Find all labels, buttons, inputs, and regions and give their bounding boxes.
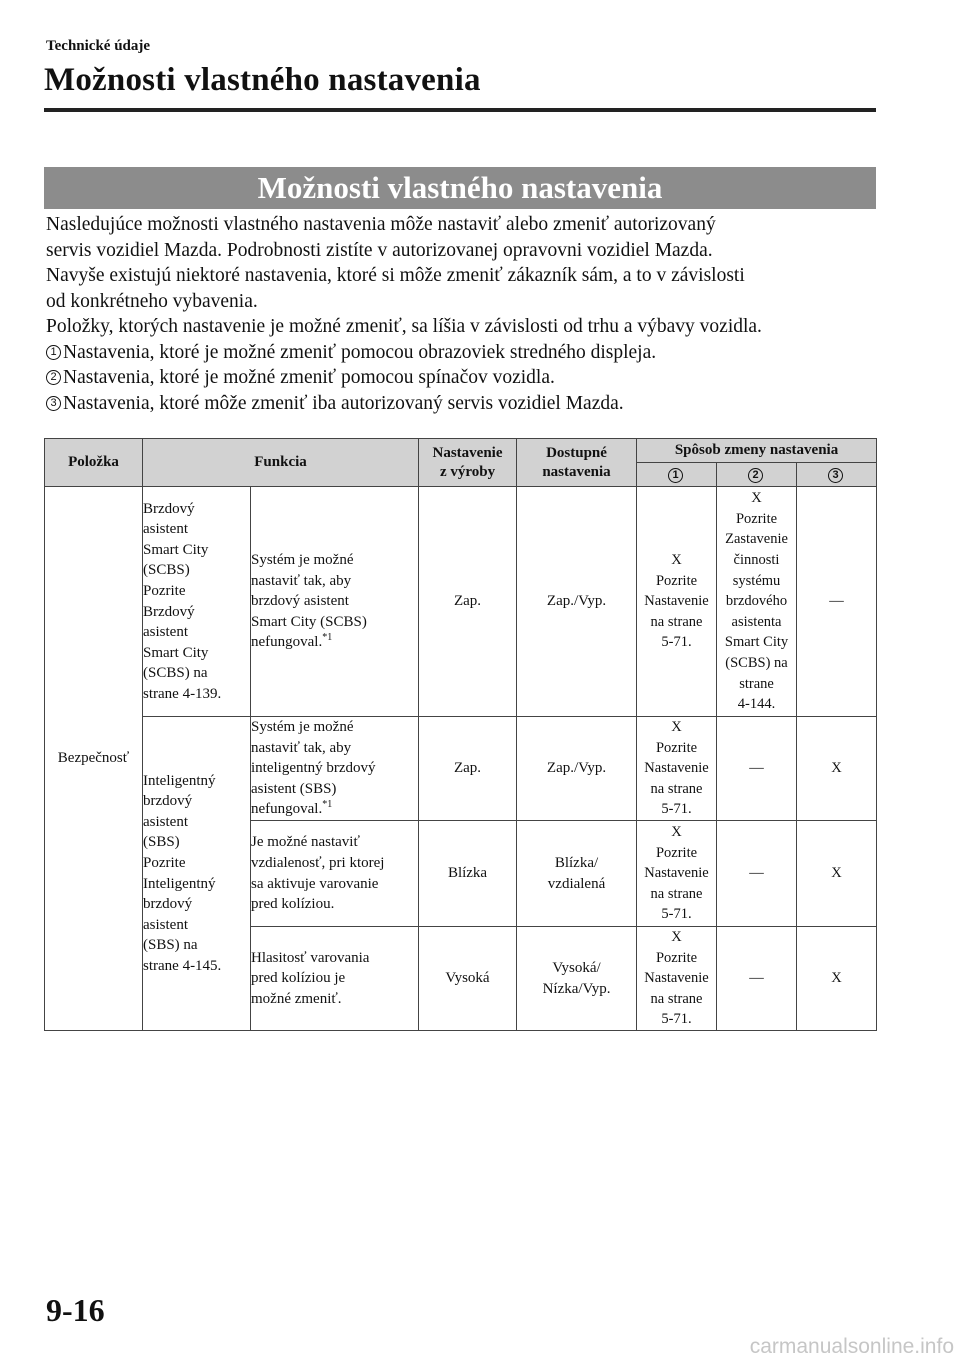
intro-line: servis vozidiel Mazda. Podrobnosti zistíte v autorizovanej opravovni vozidiel Mazda.: [46, 239, 713, 261]
page-number: 9-16: [46, 1292, 105, 1328]
cell-text: Pozrite: [655, 844, 698, 861]
cell-text: možné zmeniť.: [251, 990, 342, 1007]
cell-text: nefungoval.: [251, 801, 323, 818]
factory-setting-cell: Zap.: [419, 717, 517, 821]
header-method-3: [797, 463, 877, 487]
header-method: Spôsob zmeny nastavenia: [637, 439, 877, 463]
method-text: Nastavenia, ktoré je možné zmeniť pomocou obrazoviek stredného displeja.: [63, 341, 657, 363]
cell-text: vzdialená: [547, 875, 606, 892]
cell-text: Pozrite: [143, 854, 186, 871]
watermark: carmanualsonline.info: [749, 1335, 954, 1358]
header-function: Funkcia: [143, 439, 419, 487]
cell-text: pred kolíziou.: [251, 896, 335, 913]
header-method-1: [637, 463, 717, 487]
cell-text: na strane: [650, 885, 703, 902]
cell-text: asistent (SBS): [251, 780, 337, 797]
cell-text: (SBS) na: [143, 937, 198, 954]
method-line-1: [46, 340, 886, 366]
cell-text: 5-71.: [661, 634, 692, 651]
cell-text: Systém je možné: [251, 719, 354, 736]
feature-cell: [143, 717, 251, 1031]
method-1-cell: [637, 821, 717, 927]
method-1-cell: [637, 487, 717, 717]
cell-text: brzdový asistent: [251, 593, 349, 610]
cell-text: (SCBS): [143, 562, 190, 579]
method-2-cell: [717, 717, 797, 821]
section-banner: Možnosti vlastného nastavenia: [44, 167, 876, 209]
cell-text: Inteligentný: [143, 875, 216, 892]
table-row: [45, 487, 877, 717]
cell-text: nastaviť tak, aby: [251, 572, 352, 589]
cell-text: 4-144.: [737, 696, 776, 713]
cell-text: Brzdový: [143, 500, 195, 517]
available-settings-cell: [517, 717, 637, 821]
cell-text: Systém je možné: [251, 552, 354, 569]
cell-text: X: [831, 970, 842, 987]
intro-line: od konkrétneho vybavenia.: [46, 290, 258, 312]
header-item: Položka: [45, 439, 143, 487]
cell-text: X: [671, 719, 682, 736]
intro-line: Navyše existujú niektoré nastavenia, ktoré si môže zmeniť zákazník sám, a to v závislosti: [46, 265, 745, 286]
function-cell: [251, 927, 419, 1031]
cell-text: X: [671, 929, 682, 946]
cell-text: činnosti: [733, 552, 780, 569]
method-text: Nastavenia, ktoré je možné zmeniť pomocou spínačov vozidla.: [63, 367, 555, 388]
intro-line: Nasledujúce možnosti vlastného nastavenia môže nastaviť alebo zmeniť autorizovaný: [46, 214, 716, 235]
available-settings-cell: [517, 487, 637, 717]
header-method-2: [717, 463, 797, 487]
cell-text: Brzdový: [143, 603, 195, 620]
cell-text: asistent: [143, 624, 188, 641]
cell-text: Pozrite: [143, 582, 186, 599]
footnote-marker: *1: [322, 799, 333, 811]
cell-text: Hlasitosť varovania: [251, 949, 370, 966]
cell-text: Pozrite: [735, 510, 778, 527]
footnote-marker: *1: [322, 632, 333, 644]
method-1-cell: [637, 927, 717, 1031]
cell-text: —: [749, 970, 764, 987]
available-settings-cell: [517, 821, 637, 927]
function-cell: [251, 487, 419, 717]
method-2-cell: [717, 927, 797, 1031]
available-settings-cell: [517, 927, 637, 1031]
cell-text: brzdový: [143, 793, 193, 810]
circled-number-icon: 1: [668, 468, 683, 483]
header-text: nastavenia: [542, 463, 611, 480]
cell-text: X: [831, 865, 842, 882]
cell-text: Zastavenie: [725, 531, 788, 548]
intro-line: Položky, ktorých nastavenie je možné zmeniť, sa líšia v závislosti od trhu a výbavy vozidla.: [46, 316, 762, 337]
method-2-cell: [717, 487, 797, 717]
cell-text: nefungoval.: [251, 634, 323, 651]
cell-text: strane 4-145.: [143, 957, 222, 974]
heading-divider: [44, 108, 876, 112]
cell-text: Vysoká/: [552, 959, 601, 976]
method-text: Nastavenia, ktoré môže zmeniť iba autorizovaný servis vozidiel Mazda.: [63, 392, 624, 414]
cell-text: asistent: [143, 521, 188, 538]
cell-text: Inteligentný: [143, 772, 216, 789]
cell-text: Smart City: [143, 541, 209, 558]
cell-text: —: [749, 760, 764, 777]
cell-text: Nastavenie: [644, 760, 709, 777]
cell-text: Pozrite: [655, 572, 698, 589]
header-text: Dostupné: [546, 444, 607, 461]
cell-text: na strane: [650, 613, 703, 630]
circled-number-icon: 2: [46, 370, 61, 385]
cell-text: brzdový: [143, 896, 193, 913]
cell-text: asistent: [143, 916, 188, 933]
circled-number-icon: 2: [748, 468, 763, 483]
cell-text: Zap./Vyp.: [546, 593, 607, 610]
circled-number-icon: 1: [46, 345, 61, 360]
method-line-3: [46, 391, 886, 417]
method-line-2: [46, 365, 886, 391]
function-cell: [251, 717, 419, 821]
header-text: Nastavenie: [432, 444, 503, 461]
cell-text: Nastavenie: [644, 865, 709, 882]
cell-text: nastaviť tak, aby: [251, 739, 352, 756]
category-cell: Bezpečnosť: [45, 487, 143, 1031]
cell-text: strane 4-139.: [143, 685, 222, 702]
header-factory: [419, 439, 517, 487]
cell-text: Nastavenie: [644, 970, 709, 987]
cell-text: 5-71.: [661, 906, 692, 923]
cell-text: —: [829, 593, 844, 610]
cell-text: X: [671, 824, 682, 841]
cell-text: Smart City: [724, 634, 789, 651]
method-3-cell: [797, 487, 877, 717]
options-table: [44, 438, 877, 1031]
cell-text: 5-71.: [661, 801, 692, 818]
intro-text: [46, 212, 886, 416]
header-available: [517, 439, 637, 487]
cell-text: vzdialenosť, pri ktorej: [251, 854, 385, 871]
table-row: [45, 717, 877, 821]
cell-text: na strane: [650, 780, 703, 797]
cell-text: Je možné nastaviť: [251, 834, 360, 851]
cell-text: inteligentný brzdový: [251, 760, 376, 777]
cell-text: X: [751, 490, 762, 507]
cell-text: strane: [739, 675, 774, 692]
cell-text: Zap./Vyp.: [546, 760, 607, 777]
method-3-cell: [797, 821, 877, 927]
cell-text: Pozrite: [655, 949, 698, 966]
method-3-cell: [797, 717, 877, 821]
cell-text: brzdového: [725, 593, 788, 610]
cell-text: (SCBS) na: [143, 665, 208, 682]
cell-text: X: [671, 552, 682, 569]
page-title: Možnosti vlastného nastavenia: [44, 62, 481, 98]
circled-number-icon: 3: [46, 396, 61, 411]
method-3-cell: [797, 927, 877, 1031]
circled-number-icon: 3: [828, 468, 843, 483]
cell-text: na strane: [650, 990, 703, 1007]
factory-setting-cell: Zap.: [419, 487, 517, 717]
cell-text: X: [831, 760, 842, 777]
method-1-cell: [637, 717, 717, 821]
cell-text: —: [749, 865, 764, 882]
cell-text: Nastavenie: [644, 593, 709, 610]
cell-text: sa aktivuje varovanie: [251, 875, 379, 892]
method-2-cell: [717, 821, 797, 927]
factory-setting-cell: Blízka: [419, 821, 517, 927]
feature-cell: [143, 487, 251, 717]
cell-text: 5-71.: [661, 1011, 692, 1028]
cell-text: (SCBS) na: [725, 654, 788, 671]
cell-text: pred kolíziou je: [251, 970, 346, 987]
cell-text: Smart City (SCBS): [251, 613, 367, 630]
function-cell: [251, 821, 419, 927]
header-text: z výroby: [439, 463, 496, 480]
cell-text: Nízka/Vyp.: [542, 980, 611, 997]
cell-text: systému: [732, 572, 781, 589]
cell-text: asistent: [143, 813, 188, 830]
cell-text: Pozrite: [655, 739, 698, 756]
cell-text: (SBS): [143, 834, 180, 851]
cell-text: asistenta: [731, 613, 782, 630]
cell-text: Blízka/: [554, 854, 599, 871]
cell-text: Smart City: [143, 644, 209, 661]
factory-setting-cell: Vysoká: [419, 927, 517, 1031]
section-label: Technické údaje: [46, 38, 151, 54]
